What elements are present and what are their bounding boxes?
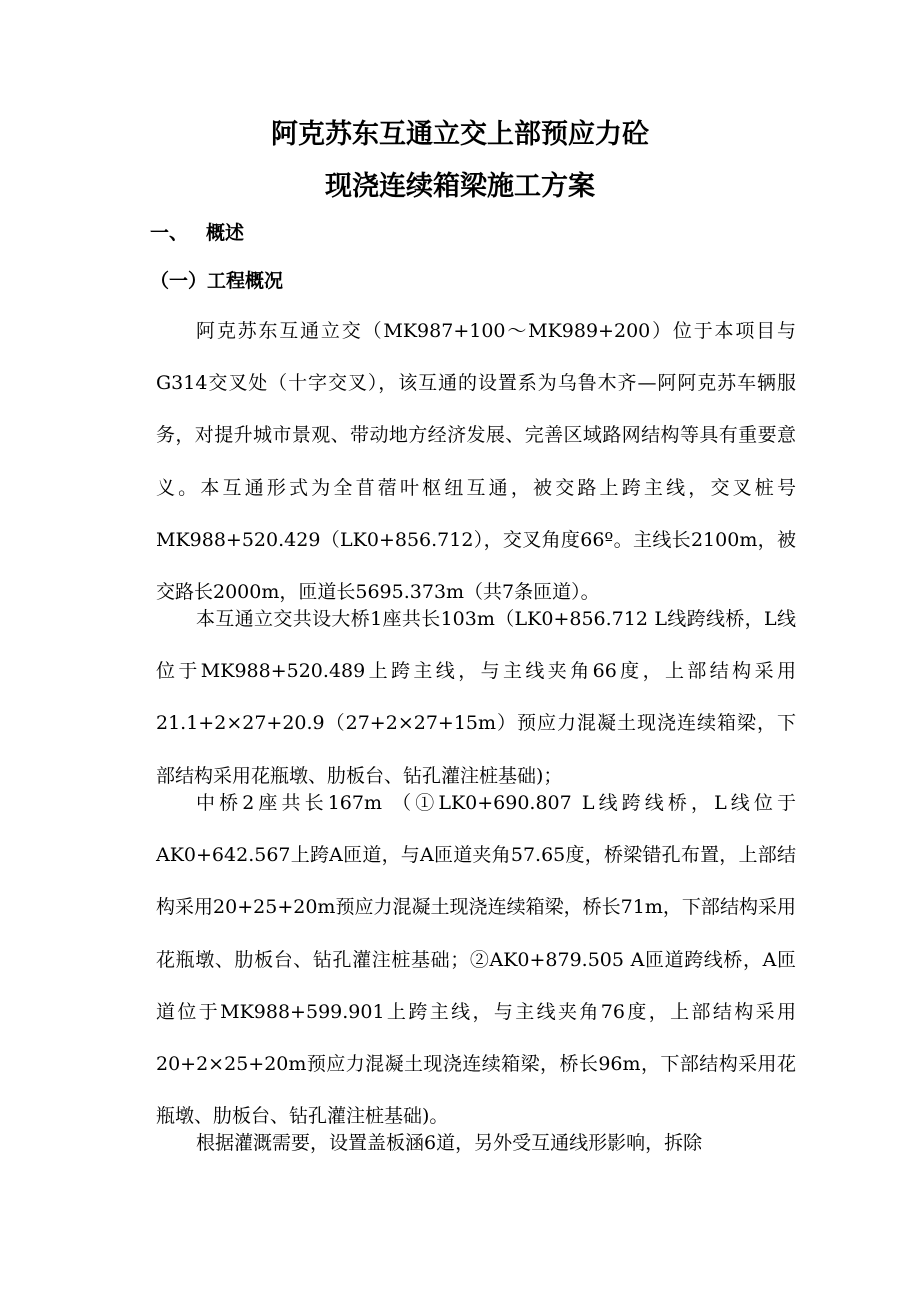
document-title-line-1: 阿克苏东互通立交上部预应力砼 bbox=[271, 119, 649, 150]
section-heading-overview bbox=[150, 220, 244, 246]
paragraph-medium-bridges: 中桥2座共长167m （①LK0+690.807 L线跨线桥，L线位于AK0+642.567上跨A匝道，与A匝道夹角57.65度，桥梁错孔布置，上部结构采用20+25+20m预应力混凝土现浇连续箱梁，桥长71m，下部结构采用花瓶墩、肋板台、钻孔灌注桩基础；②AK0+879.505 A匝道跨线桥，A匝道位于MK988+599.901上跨主线，与主线夹角76度，上部结构采用20+2×25+20m预应力混凝土现浇连续箱梁，桥长96m，下部结构采用花瓶墩、肋板台、钻孔灌注桩基础)。 bbox=[156, 792, 796, 1128]
paragraph-interchange-overview: 阿克苏东互通立交（MK987+100～MK989+200）位于本项目与G314交叉处（十字交叉），该互通的设置系为乌鲁木齐—阿阿克苏车辆服务，对提升城市景观、带动地方经济发展、完善区域路网结构等具有重要意义。本互通形式为全苜蓿叶枢纽互通，被交路上跨主线，交叉桩号MK988+520.429（LK0+856.712），交叉角度66º。主线长2100m，被交路长2000m，匝道长5695.373m（共7条匝道）。 bbox=[156, 320, 796, 604]
paragraph-large-bridge: 本互通立交共设大桥1座共长103m（LK0+856.712 L线跨线桥，L线位于MK988+520.489上跨主线，与主线夹角66度，上部结构采用21.1+2×27+20.9（27+2×27+15m）预应力混凝土现浇连续箱梁，下部结构采用花瓶墩、肋板台、钻孔灌注桩基础)； bbox=[156, 608, 796, 787]
paragraph-culverts: 根据灌溉需要，设置盖板涵6道，另外受互通线形影响，拆除 bbox=[196, 1132, 703, 1154]
subsection-heading-project-overview: （一）工程概况 bbox=[150, 270, 284, 292]
section-label: 概述 bbox=[206, 222, 245, 244]
section-number: 一、 bbox=[150, 222, 189, 244]
document-title-line-2: 现浇连续箱梁施工方案 bbox=[325, 171, 595, 202]
